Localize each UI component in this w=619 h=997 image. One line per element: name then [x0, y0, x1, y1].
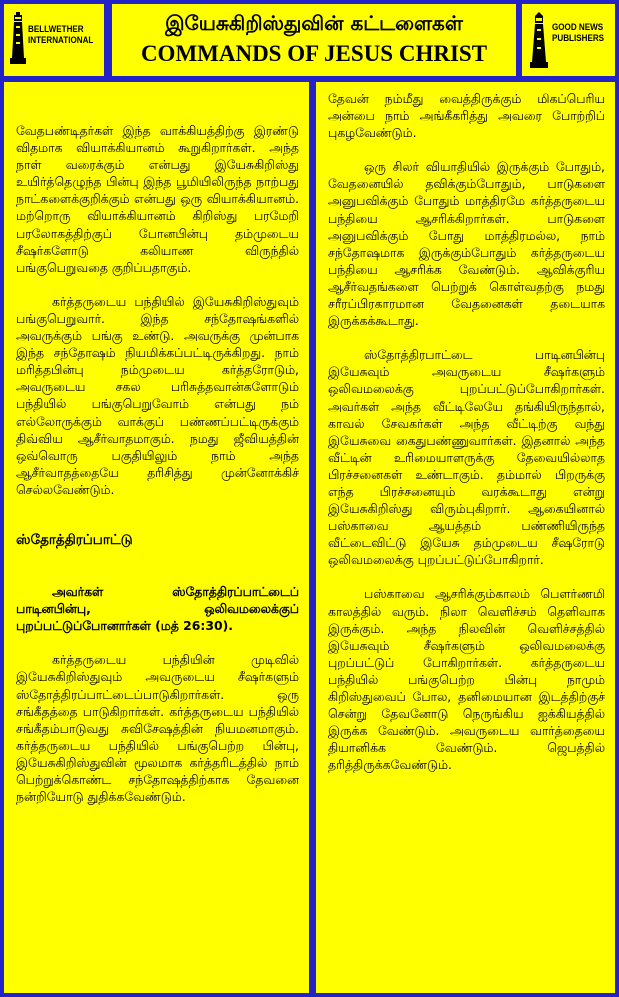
right-logo-line2: PUBLISHERS — [552, 33, 605, 44]
lighthouse-icon — [10, 12, 26, 64]
right-column — [316, 82, 615, 993]
right-paragraph-3: ஸ்தோத்திரபாட்டை பாடினபின்பு இயேசுவும் அவருடைய சீஷர்களும் ஒலிவமலைக்கு புறப்பட்டுப்போகிறார்கள். அவர்கள் அந்த வீட்டிலேயே தங்கியிருந்தால், காவல் சேவகர்கள் அந்த வீட்டிற்கு வந்து இயேசுவை கைதுபண்ணுவார்கள். இதனால் அந்த வீட்டின் உரிமையாளருக்கு தேவையில்லாத பிரச்சனைகள் உண்டாகும். தம்மால் பிறருக்கு எந்த பிரச்சனையும் வரக்கூடாது என்று இயேசுகிறிஸ்து விரும்புகிறார். ஆகையினால் பஸ்காவை ஆயத்தம் பண்ணியிருந்த வீட்டைவிட்டு இயேசு தம்முடைய சீஷரோடு ஒலிவமலைக்கு புறப்பட்டுப்போகிறார். — [328, 347, 605, 568]
right-paragraph-4: பஸ்காவை ஆசரிக்கும்காலம் பௌர்ணமி காலத்தில் வரும். நிலா வெளிச்சம் தெளிவாக இருக்கும். அந்த நிலவின் வெளிச்சத்தில் இயேசுவும் சீஷர்களும் ஒலிவமலைக்கு புறப்பட்டுப் போகிறார்கள். கர்த்தருடைய பந்தியில் பங்குபெற்ற பின்பு நாமும் கிறிஸ்துவைப் போல, தனிமையான இடத்திற்குச் சென்று தேவனோடு நெருங்கிய ஐக்கியத்தில் இருக்க வேண்டும். அவருடைய வார்த்தையை தியானிக்க வேண்டும். ஜெபத்தில் தரித்திருக்கவேண்டும். — [328, 586, 605, 773]
good-news-logo-box — [522, 4, 615, 76]
left-paragraph-2: கர்த்தருடைய பந்தியில் இயேசுகிறிஸ்துவும் பங்குபெறுவார். இந்த சந்தோஷங்களில் அவருக்கும் பங்கு உண்டு. அவருக்கு முன்பாக இந்த சந்தோஷம் நியமிக்கப்பட்டிருக்கிறது. நாம் மரித்தபின்பு நம்முடைய கர்த்தரோடும், அவருடைய சகல பரிசுத்தவான்களோடும் பந்தியில் பங்குபெறுவோம் என்பது நம் எல்லோருக்கும் வாக்குப் பண்ணப்பட்டிருக்கும் திவ்விய ஆசீர்வாதமாகும். நமது ஜீவியத்தின் ஒவ்வொரு பகுதியிலும் நாம் அந்த ஆசீர்வாதத்தையே தரிசித்து முன்னோக்கிச் செல்லவேண்டும். — [16, 293, 299, 497]
section-heading: ஸ்தோத்திரப்பாட்டு — [16, 531, 133, 548]
right-paragraph-2: ஒரு சிலர் வியாதியில் இருக்கும் போதும், வேதனையில் தவிக்கும்போதும், பாடுகளை அனுபவிக்கும் போதும் மாத்திரமே கர்த்தருடைய பந்தியை ஆசரிக்கிறார்கள். பாடுகளை அனுபவிக்கும் போது மாத்திரமல்ல, நாம் சந்தோஷமாக இருக்கும்போதும் கர்த்தருடைய பந்தியை ஆசரிக்க வேண்டும். ஆவிக்குரிய ஆசீர்வதங்களை பெற்றுக் கொள்வதற்கு நமது சரீரப்பிரகாரமான வேதனைகள் தடையாக இருக்கக்கூடாது. — [328, 159, 605, 329]
title-box — [112, 4, 516, 76]
left-paragraph-1: வேதபண்டிதர்கள் இந்த வாக்கியத்திற்கு இரண்டு விதமாக வியாக்கியானம் கூறுகிறார்கள். அந்த நாள் வரைக்கும் என்பது இயேசுகிறிஸ்து உயிர்த்தெழுந்த பின்பு இந்த பூமியிலிருந்த நாற்பது நாட்களைக்குறிக்கும் என்பது ஒரு வியாக்கியானம். மற்றொரு வியாக்கியானம் கிறிஸ்து பரமேறி பரலோகத்திற்குப் போனபின்பு தம்முடைய சீஷர்களோடு கலியாண விருந்தில் பங்குபெறுவதை குறிப்பதாகும். — [16, 123, 299, 275]
left-column — [4, 82, 309, 993]
verse-reference: அவர்கள் ஸ்தோத்திரப்பாட்டைப் பாடினபின்பு, ஒலிவமலைக்குப் புறப்பட்டுப்போனார்கள் (மத் 26:30). — [16, 584, 299, 634]
bellwether-logo-box — [4, 4, 104, 76]
left-paragraph-3: கர்த்தருடைய பந்தியின் முடிவில் இயேசுகிறிஸ்துவும் அவருடைய சீஷர்களும் ஸ்தோத்திரப்பாட்டைப்பாடுகிறார்கள். ஒரு சங்கீதத்தை பாடுகிறார்கள். கர்த்தருடைய பந்தியில் சங்கீதம்பாடுவது சுவிசேஷத்தின் நியமனமாகும். கர்த்தருடைய பந்தியில் பங்குபெற்ற பின்பு, இயேசுகிறிஸ்துவின் மூலமாக கர்த்தரிடத்தில் நாம் பெற்றுக்கொண்ட சந்தோஷத்திற்காக தேவனை நன்றியோடு துதிக்கவேண்டும். — [16, 652, 299, 805]
title-english: COMMANDS OF JESUS CHRIST — [140, 41, 488, 66]
left-logo-line2: INTERNATIONAL — [28, 35, 94, 46]
title-tamil: இயேசுகிறிஸ்துவின் கட்டளைகள் — [165, 11, 463, 35]
right-logo-line1: GOOD NEWS — [552, 22, 604, 33]
right-paragraph-1: தேவன் நம்மீது வைத்திருக்கும் மிகப்பெரிய அன்பை நாம் அங்கீகரித்து அவரை போற்றிப் புகழவேண்டும். — [328, 91, 605, 141]
lighthouse-icon — [530, 12, 548, 68]
left-logo-line1: BELLWETHER — [28, 24, 84, 35]
